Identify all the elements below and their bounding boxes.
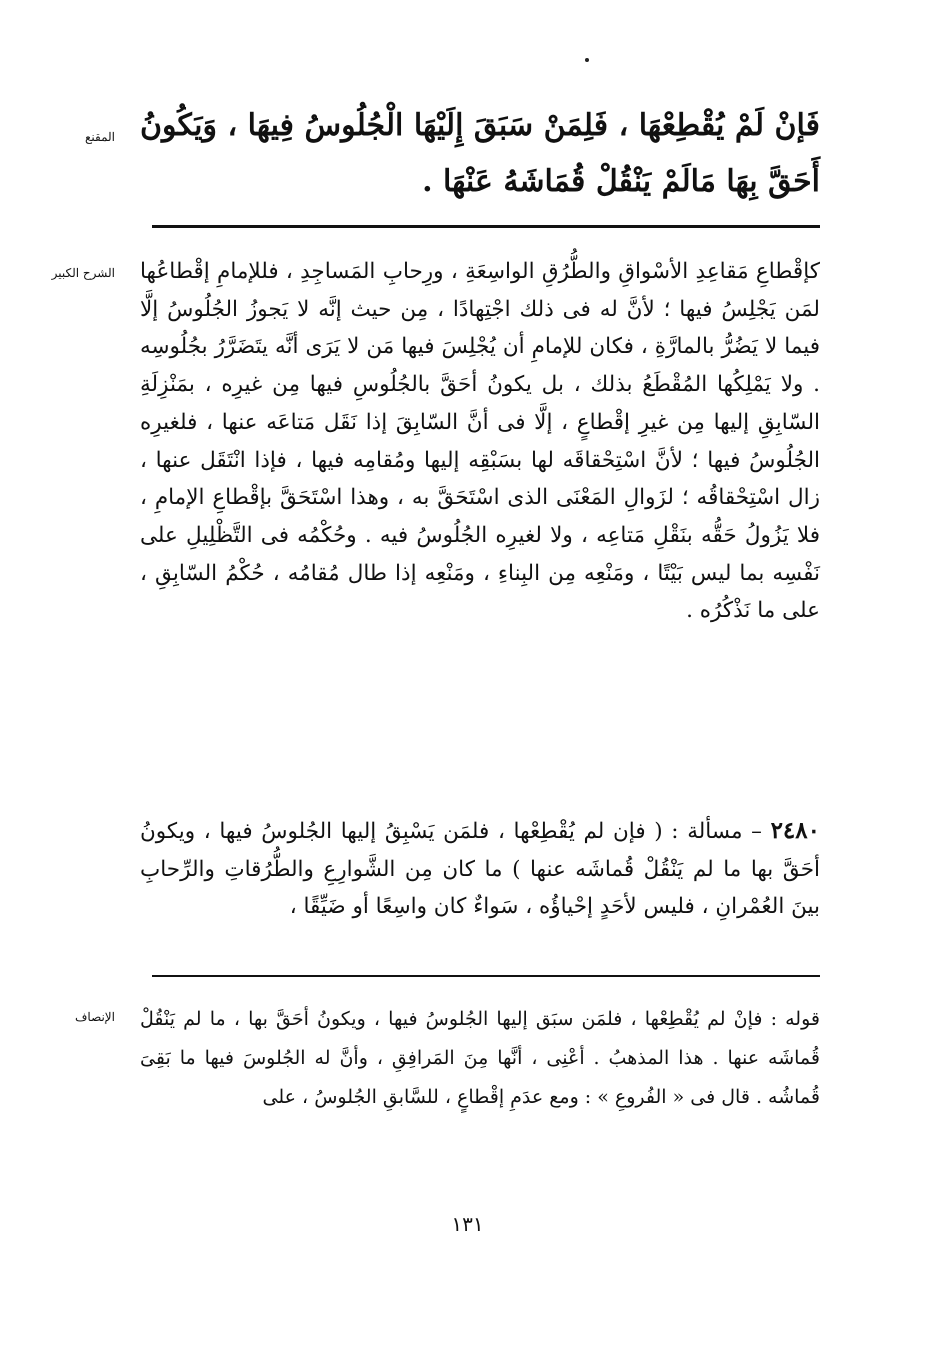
sharh-section-label: الشرح الكبير [51,266,115,280]
footnote-divider [152,975,820,977]
section-divider [152,225,820,228]
insaf-text: قوله : فإنْ لم يُقْطِعْها ، فلمَن سبَق إليها الجُلوسُ فيها ، ويكونُ أحَقَّ بها ، ما لم يَنْقُلْ قُماشَه عنها . هذا المذهبُ . أعْنِى ، أنَّها مِنَ المَرافِقِ ، وأنَّ له الجُلوسَ فيها ما بَقِىَ قُماشُه . قال فى « الفُروعِ » : ومع عدَمِ إقْطاعٍ ، للسَّابقِ الجُلوسُ ، على [140,1008,820,1108]
ink-dot [585,58,589,62]
page-number: ١٣١ [451,1212,484,1236]
masala-text: – مسألة : ( فإن لم يُقْطِعْها ، فلمَن يَسْبِقُ إليها الجُلوسُ فيها ، ويكونُ أحَقَّ بها ما لم يَنْقُلْ قُماشَه عنها ) ما كان مِن الشَّوارِعِ والطُّرُقاتِ والرِّحابِ بينَ العُمْرانِ ، فليس لأحَدٍ إحْياؤُه ، سَواءٌ كان واسِعًا أو ضَيِّقًا ، [140,819,820,919]
masala-number: ٢٤٨٠ [770,817,820,844]
masala-paragraph [140,812,820,926]
muqni-section-label: المقنع [84,130,115,144]
sharh-text: كإقْطاعِ مَقاعِدِ الأسْواقِ والطُّرُقِ الواسِعَةِ ، ورِحابِ المَساجِدِ ، فللإمامِ إقْطاعُها لمَن يَجْلِسُ فيها ؛ لأنَّ له فى ذلك اجْتِهادًا ، مِن حيث إنَّه لا يَجوزُ الجُلُوسُ إلَّا فيما لا يَضُرُّ بالمارَّةِ ، فكان للإمامِ أن يُجْلِسَ فيها مَن لا يَرَى أنَّه يتَضَرَّرُ بجُلُوسِه . ولا يَمْلِكُها المُقْطَعُ بذلك ، بل يكونُ أحَقَّ بالجُلُوسِ فيها مِن غيرِه ، بمَنْزِلَةِ السّابِقِ إليها مِن غيرِ إقْطاعٍ ، إلَّا فى أنَّ السّابِقَ إذا نَقَل مَتاعَه عنها ، فلغيرِه الجُلُوسُ فيها ؛ لأنَّ اسْتِحْقاقَه لها بسَبْقِه إليها ومُقامِه فيها ، فإذا انْتَقَل عنها ، زال اسْتِحْقاقُه ؛ لزَوالِ المَعْنَى الذى اسْتَحَقَّ به ، وهذا اسْتَحَقَّ بإقْطاعِ الإمامِ ، فلا يَزُولُ حَقُّه بنَقْلِ مَتاعِه ، ولا لغيرِه الجُلُوسُ فيه . وحُكْمُه فى التَّظْلِيلِ على نَفْسِه بما ليس بَيْتًا ، ومَنْعِه مِن البِناءِ ، ومَنْعِه إذا طال مُقامُه ، حُكْمُ السّابِقِ ، على ما نَذْكُرُه . [140,259,820,624]
insaf-section-label: الإنصاف [74,1010,115,1024]
muqni-text: فَإنْ لَمْ يُقْطِعْهَا ، فَلِمَنْ سَبَقَ إِلَيْهَا الْجُلُوسُ فِيهَا ، وَيَكُونُ أَحَقَّ بِهَا مَالَمْ يَنْقُلْ قُمَاشَهُ عَنْهَا . [140,108,820,199]
